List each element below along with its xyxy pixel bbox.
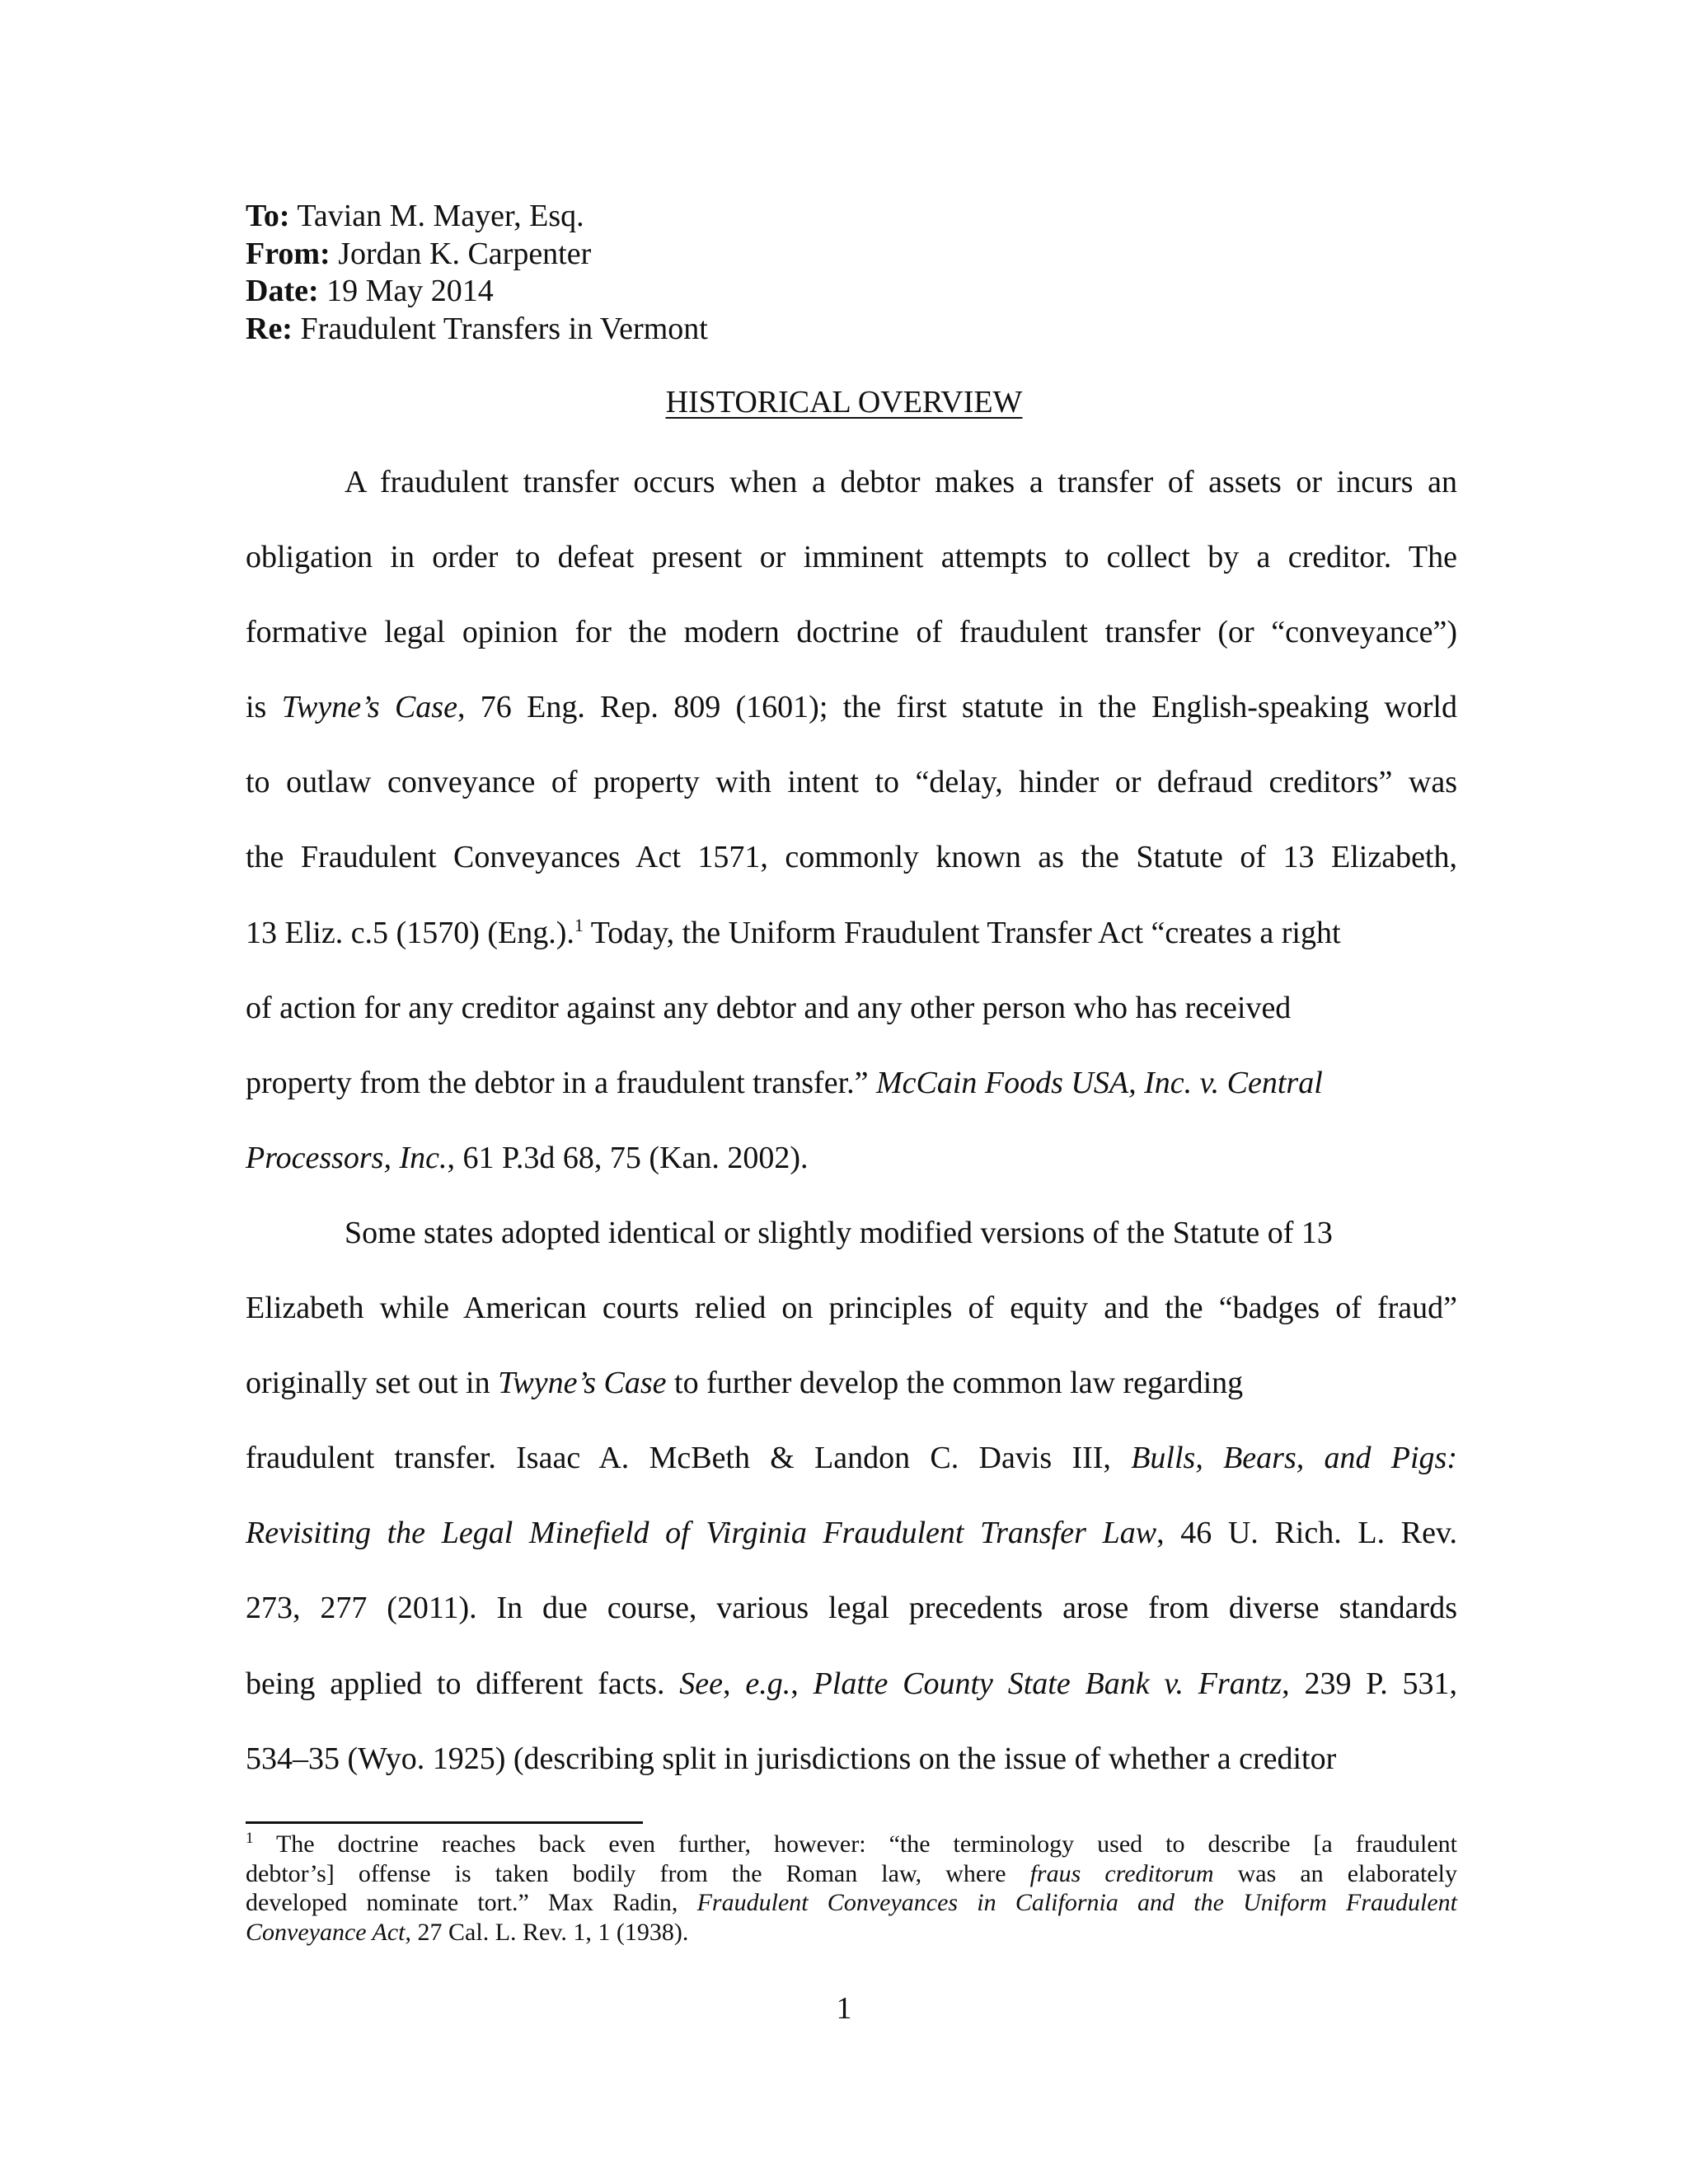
signal-word: See bbox=[679, 1666, 724, 1701]
body-text-run: 13 Eliz. c.5 (1570) (Eng.). bbox=[246, 915, 574, 950]
case-citation: Processors, Inc. bbox=[246, 1140, 448, 1175]
body-line bbox=[246, 832, 1457, 907]
section-heading bbox=[0, 384, 1688, 421]
footnote bbox=[246, 1830, 1457, 1947]
body-text-run: , bbox=[790, 1666, 814, 1701]
body-text-run: A fraudulent transfer occurs when a debtor makes a transfer of assets or incurs an bbox=[345, 465, 1457, 499]
article-title: Fraudulent Conveyances in California and the Uniform Fraudulent bbox=[696, 1889, 1458, 1916]
body-line bbox=[246, 1283, 1457, 1358]
memo-header bbox=[246, 198, 708, 348]
body-text-run: fraudulent transfer. Isaac A. McBeth & Landon C. Davis III, bbox=[246, 1441, 1132, 1476]
footnote-line bbox=[246, 1888, 1457, 1918]
body-text-run: obligation in order to defeat present or imminent attempts to collect by a creditor. The bbox=[246, 540, 1457, 575]
body-text-run: , 239 P. 531, bbox=[1282, 1666, 1458, 1701]
body-line bbox=[246, 1358, 1457, 1433]
footnote-line bbox=[246, 1918, 1457, 1947]
body-text-run: 273, 277 (2011). In due course, various legal precedents arose from diverse standards bbox=[246, 1591, 1457, 1626]
body-line bbox=[246, 757, 1457, 832]
memo-from-line bbox=[246, 236, 708, 274]
memo-date-label: Date: bbox=[246, 274, 319, 308]
body-text-run: Today, the Uniform Fraudulent Transfer Act “creates a right bbox=[583, 915, 1341, 950]
body-line bbox=[246, 1058, 1457, 1133]
body-line bbox=[246, 1659, 1457, 1734]
case-citation: Platte County State Bank v. Frantz bbox=[813, 1666, 1282, 1701]
footnote-text-run: developed nominate tort.” Max Radin, bbox=[246, 1889, 697, 1916]
body-text-run: , 76 Eng. Rep. 809 (1601); the first statute in the English-speaking world bbox=[457, 690, 1457, 725]
body-text-run: Some states adopted identical or slightly modified versions of the Statute of 13 bbox=[345, 1215, 1333, 1250]
page-number: 1 bbox=[836, 1991, 852, 2026]
footnote-marker: 1 bbox=[246, 1830, 254, 1847]
footnote-reference[interactable]: 1 bbox=[574, 914, 584, 935]
body-text-run: originally set out in bbox=[246, 1366, 499, 1401]
body-line bbox=[246, 1734, 1457, 1809]
memo-date-value: 19 May 2014 bbox=[318, 274, 494, 308]
case-citation: McCain Foods USA, Inc. v. Central bbox=[876, 1065, 1323, 1100]
memo-from-label: From: bbox=[246, 236, 331, 271]
footnote-text-run: The doctrine reaches back even further, however: “the terminology used to describe [a fraudulent bbox=[253, 1830, 1457, 1858]
body-text-run: 534–35 (Wyo. 1925) (describing split in jurisdictions on the issue of whether a creditor bbox=[246, 1741, 1337, 1776]
footnote-separator bbox=[246, 1821, 643, 1824]
body-line bbox=[246, 983, 1457, 1058]
body-line bbox=[246, 1208, 1457, 1283]
case-citation: Twyne’s Case bbox=[498, 1366, 667, 1401]
body-text-run: is bbox=[246, 690, 282, 725]
body-line bbox=[246, 1508, 1457, 1583]
memo-re-label: Re: bbox=[246, 311, 293, 346]
memo-from-value: Jordan K. Carpenter bbox=[330, 236, 592, 271]
memo-to-value: Tavian M. Mayer, Esq. bbox=[289, 199, 584, 233]
body-line bbox=[246, 457, 1457, 532]
body-text-run: the Fraudulent Conveyances Act 1571, commonly known as the Statute of 13 Elizabeth, bbox=[246, 840, 1457, 875]
footnote-text-run: , 27 Cal. L. Rev. 1, 1 (1938). bbox=[405, 1918, 689, 1946]
memo-to-line bbox=[246, 198, 708, 236]
body-text-run: , bbox=[723, 1666, 746, 1701]
body-text-run: being applied to different facts. bbox=[246, 1666, 680, 1701]
signal-word: e.g. bbox=[745, 1666, 791, 1701]
body-text-run: to further develop the common law regarding bbox=[666, 1366, 1244, 1401]
body-text bbox=[246, 457, 1457, 1809]
body-text-run: to outlaw conveyance of property with intent to “delay, hinder or defraud creditors” was bbox=[246, 765, 1457, 800]
footnote-text-run: debtor’s] offense is taken bodily from the Roman law, where bbox=[246, 1859, 1030, 1887]
section-heading-text: HISTORICAL OVERVIEW bbox=[665, 385, 1023, 419]
body-text-run: , 61 P.3d 68, 75 (Kan. 2002). bbox=[447, 1140, 809, 1175]
body-text-run: Elizabeth while American courts relied on principles of equity and the “badges of fraud” bbox=[246, 1291, 1457, 1326]
body-line bbox=[246, 607, 1457, 682]
body-line bbox=[246, 1133, 1457, 1208]
memo-date-line bbox=[246, 273, 708, 311]
body-text-run: of action for any creditor against any debtor and any other person who has received bbox=[246, 990, 1292, 1025]
body-line bbox=[246, 908, 1457, 983]
footnote-line bbox=[246, 1859, 1457, 1889]
article-title: Revisiting the Legal Minefield of Virginia Fraudulent Transfer Law bbox=[246, 1516, 1157, 1551]
latin-term: fraus creditorum bbox=[1029, 1859, 1214, 1887]
article-title: Conveyance Act bbox=[246, 1918, 406, 1946]
footnote-text-run: was an elaborately bbox=[1213, 1859, 1457, 1887]
body-line bbox=[246, 1583, 1457, 1658]
body-text-run: , 46 U. Rich. L. Rev. bbox=[1156, 1516, 1457, 1551]
memo-to-label: To: bbox=[246, 199, 290, 233]
case-citation: Twyne’s Case bbox=[281, 690, 457, 725]
article-title: Bulls, Bears, and Pigs: bbox=[1131, 1441, 1457, 1476]
footnote-line bbox=[246, 1830, 1457, 1859]
body-line bbox=[246, 682, 1457, 757]
body-text-run: property from the debtor in a fraudulent transfer.” bbox=[246, 1065, 876, 1100]
body-line bbox=[246, 532, 1457, 607]
body-text-run: formative legal opinion for the modern doctrine of fraudulent transfer (or “conveyance”) bbox=[246, 615, 1457, 650]
memo-re-value: Fraudulent Transfers in Vermont bbox=[292, 311, 708, 346]
memo-re-line bbox=[246, 311, 708, 349]
body-line bbox=[246, 1433, 1457, 1508]
